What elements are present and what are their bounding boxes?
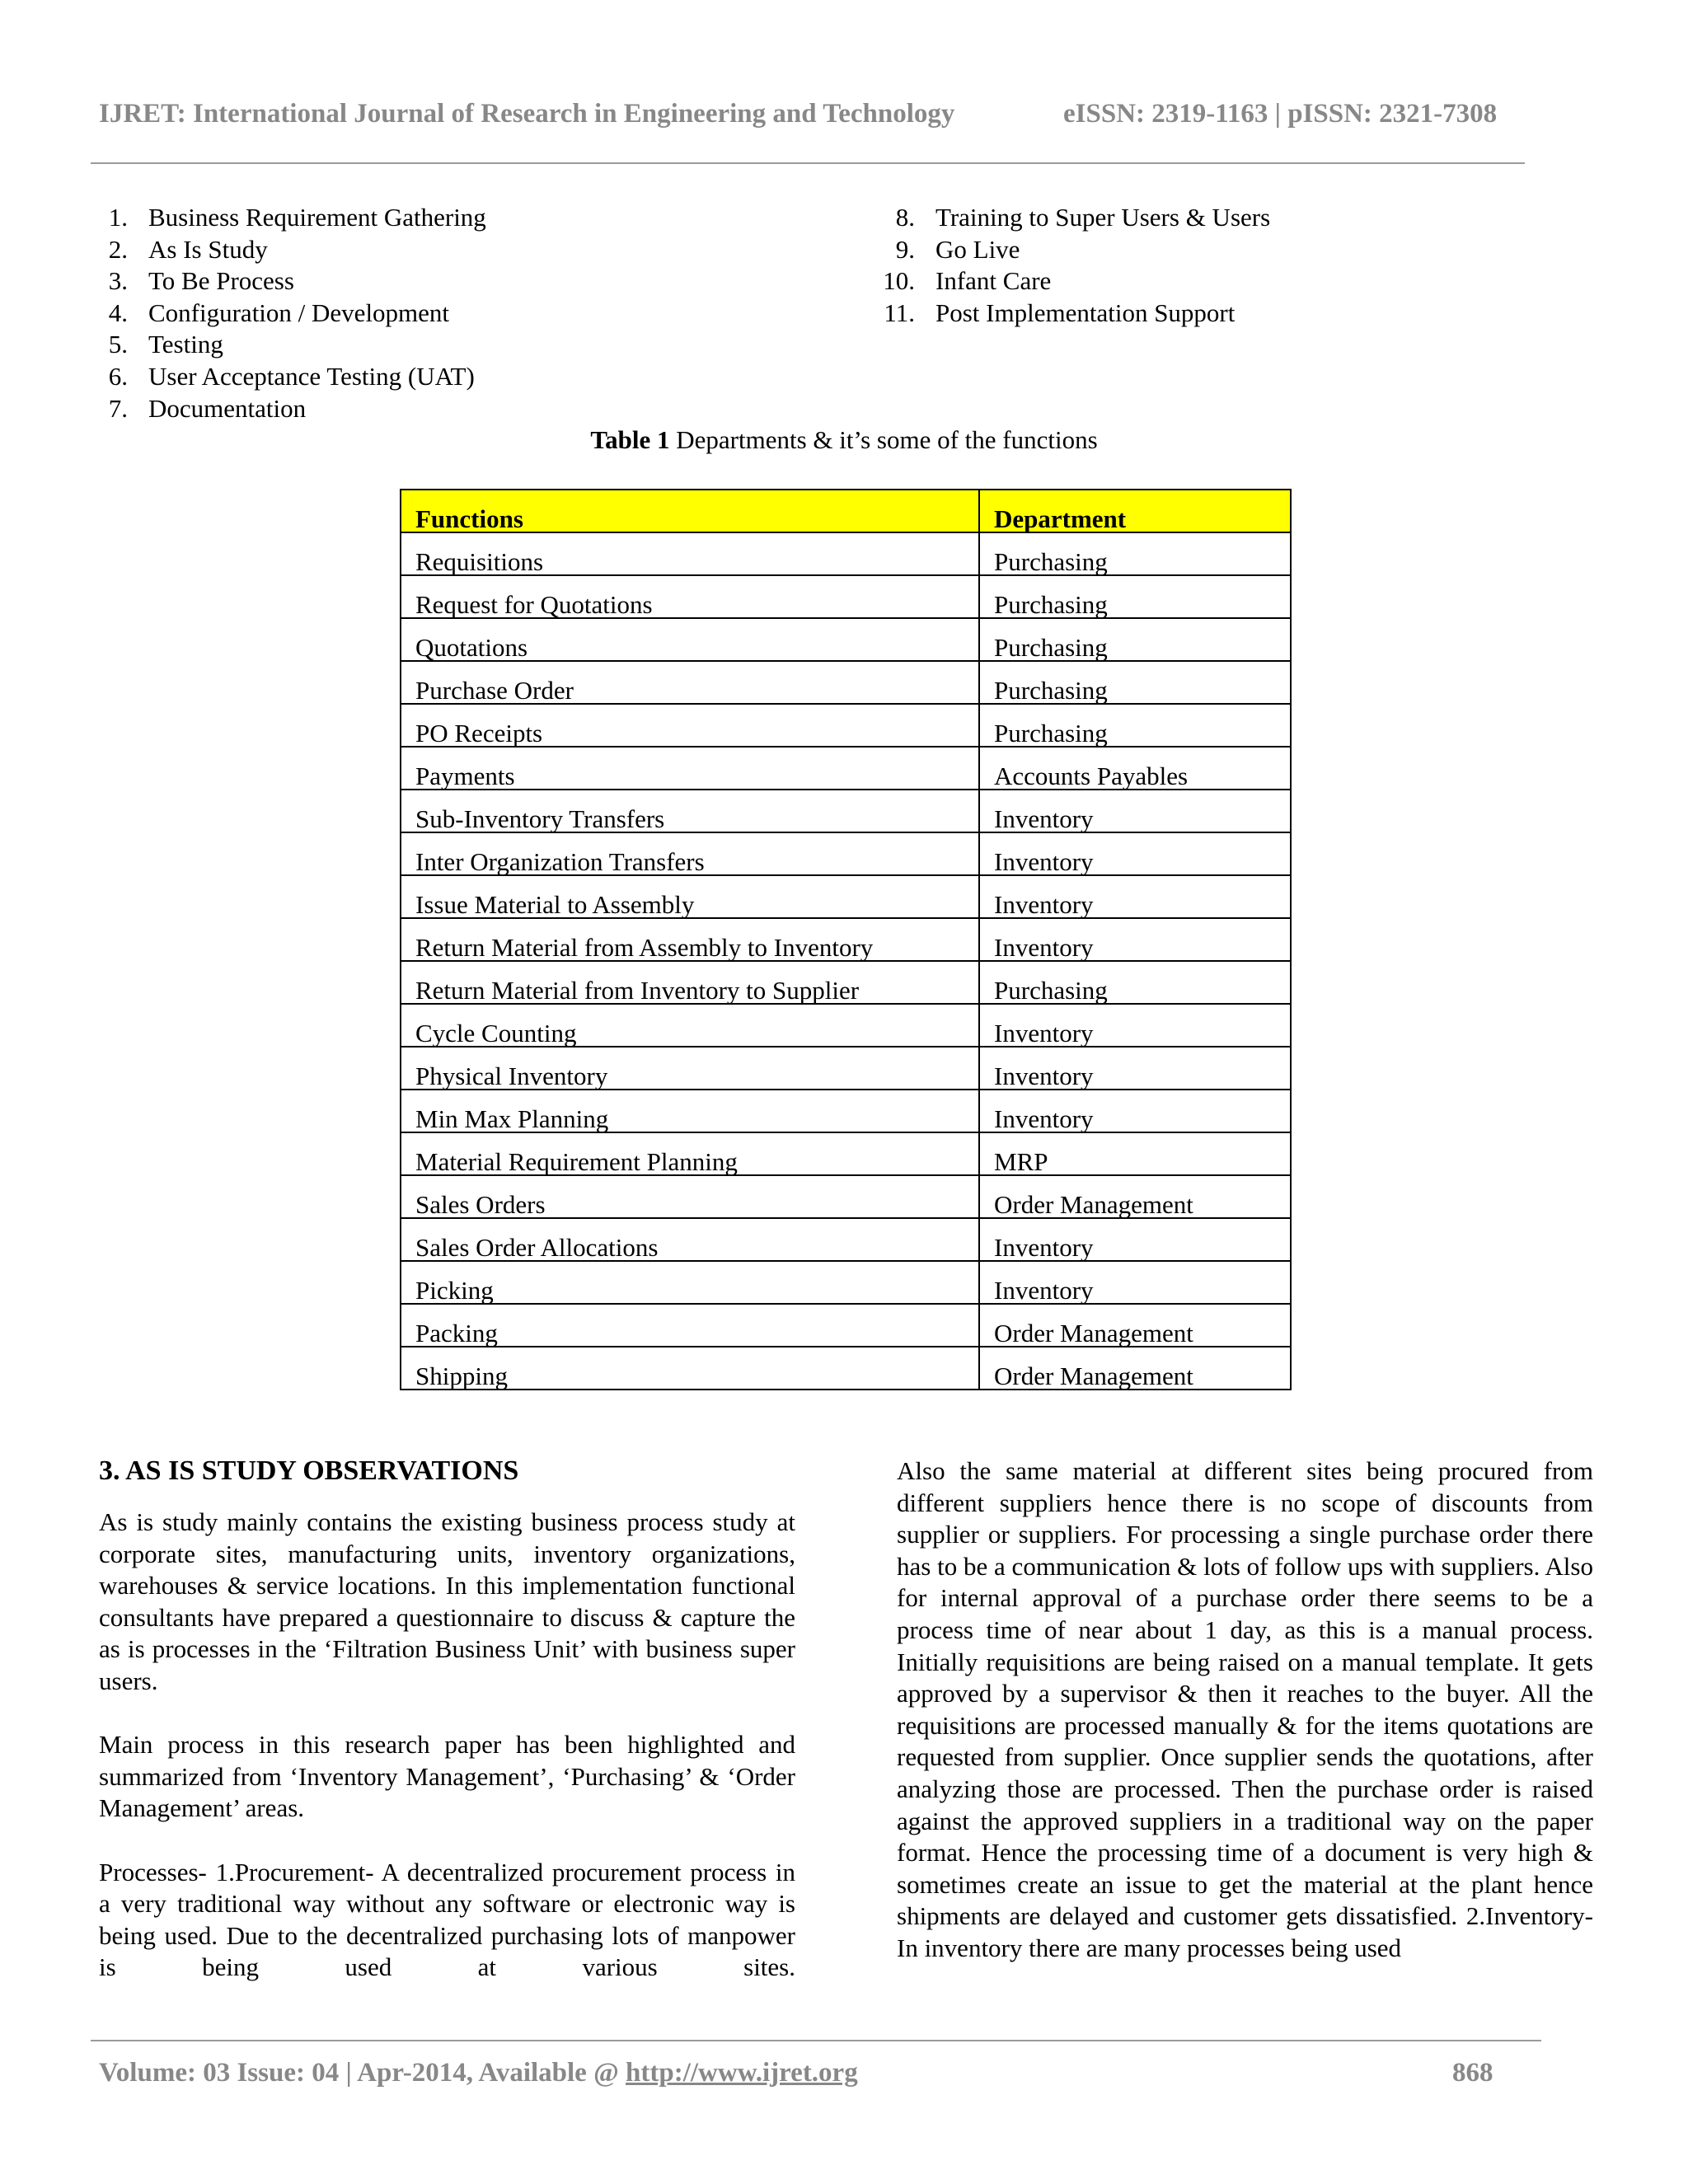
function-cell: Sub-Inventory Transfers [401,790,979,832]
step-number: 3. [108,266,128,296]
step-item [78,393,486,425]
right-paragraph: Also the same material at different sites being procured from different suppliers hence there is no scope of discounts from supplier or suppliers. For processing a single purchase order there has to be a communication & lots of follow ups with suppliers. Also for internal approval of a purchase order there seems to be a process time of near about 1 day, as this is a manual process. Initially requisitions are being raised on a manual template. It gets approved by a supervisor & then it reaches to the buyer. All the requisitions are processed manually & for the items quotations are requested from supplier. Once supplier sends the quotations, after analyzing those are processed. Then the purchase order is raised against the approved suppliers in a traditional way on the paper format. Hence the processing time of a document is very high & sometimes create an issue to get the material at the plant hence shipments are delayed and customer gets dissatisfied. 2.Inventory- In inventory there are many processes being used [897,1456,1593,1962]
table-row [401,1090,1291,1132]
footer-divider [91,2040,1541,2041]
function-cell: Min Max Planning [401,1090,979,1132]
step-item [865,234,1270,266]
step-item [78,361,486,393]
department-cell: MRP [979,1132,1291,1175]
department-cell: Order Management [979,1175,1291,1218]
step-text: User Acceptance Testing (UAT) [148,361,475,391]
function-cell: Inter Organization Transfers [401,832,979,875]
function-cell: Cycle Counting [401,1004,979,1047]
department-cell: Purchasing [979,618,1291,661]
step-number: 6. [108,361,128,391]
department-cell: Accounts Payables [979,747,1291,790]
step-text: Configuration / Development [148,298,450,327]
left-paragraph: As is study mainly contains the existing business process study at corporate sites, manufacturing units, inventory organizations, warehouses & service locations. In this implementation functional consultants have prepared a questionnaire to discuss & capture the as is processes in the ‘Filtration Business Unit’ with business super users. [99,1507,795,1695]
department-cell: Inventory [979,875,1291,918]
function-cell: Sales Orders [401,1175,979,1218]
step-text: To Be Process [148,266,294,296]
step-number: 1. [108,203,128,232]
steps-list-left [78,202,486,424]
table-row [401,704,1291,747]
department-cell: Inventory [979,1218,1291,1261]
function-cell: Physical Inventory [401,1047,979,1090]
table-row [401,618,1291,661]
table-row [401,1304,1291,1347]
table-row [401,1218,1291,1261]
department-cell: Inventory [979,1261,1291,1304]
step-item [78,202,486,234]
table-row [401,961,1291,1004]
step-item [865,202,1270,234]
step-text: Documentation [148,393,307,423]
department-cell: Order Management [979,1347,1291,1390]
table-row [401,661,1291,704]
table-row [401,1047,1291,1090]
steps-list-right [865,202,1270,329]
left-paragraph: Processes- 1.Procurement- A decentralized procurement process in a very traditional way without any software or electronic way is being used. Due to the decentralized purchasing lots of manpower is being used at various sites. [99,1857,795,1982]
function-cell: Packing [401,1304,979,1347]
step-text: Go Live [935,234,1020,264]
footer-volume-text: Volume: 03 Issue: 04 | Apr-2014, Available @ [99,2058,626,2088]
step-item [865,298,1270,330]
step-text: Training to Super Users & Users [935,203,1271,232]
function-cell: Shipping [401,1347,979,1390]
table-row [401,747,1291,790]
table-row [401,875,1291,918]
footer-link[interactable]: http://www.ijret.org [626,2058,858,2088]
header-functions: Functions [401,490,979,532]
step-item [78,265,486,298]
table-row [401,1347,1291,1390]
step-text: Post Implementation Support [935,298,1236,327]
table-header-row [401,490,1291,532]
function-cell: Issue Material to Assembly [401,875,979,918]
step-item [865,265,1270,298]
department-cell: Purchasing [979,575,1291,618]
step-number: 9. [895,234,915,264]
function-cell: Material Requirement Planning [401,1132,979,1175]
department-cell: Purchasing [979,961,1291,1004]
step-item [78,234,486,266]
footer-volume [99,2058,858,2088]
function-cell: PO Receipts [401,704,979,747]
table-row [401,832,1291,875]
page-number: 868 [1452,2058,1493,2088]
department-cell: Inventory [979,1047,1291,1090]
header-department: Department [979,490,1291,532]
table-row [401,575,1291,618]
department-cell: Inventory [979,790,1291,832]
step-number: 8. [895,203,915,232]
function-cell: Purchase Order [401,661,979,704]
department-cell: Order Management [979,1304,1291,1347]
step-number: 5. [108,330,128,359]
table-row [401,532,1291,575]
step-number: 11. [884,298,915,327]
step-item [78,329,486,361]
functions-table [400,489,1292,1390]
issn-info: eISSN: 2319-1163 | pISSN: 2321-7308 [1063,99,1498,129]
step-number: 4. [108,298,128,327]
step-number: 7. [108,393,128,423]
department-cell: Purchasing [979,532,1291,575]
table-row [401,1175,1291,1218]
journal-title: IJRET: International Journal of Research in Engineering and Technology [99,99,955,129]
step-text: Infant Care [935,266,1052,296]
table-row [401,1261,1291,1304]
right-column-text [897,1455,1593,1965]
department-cell: Inventory [979,1090,1291,1132]
table-row [401,918,1291,961]
function-cell: Payments [401,747,979,790]
department-cell: Inventory [979,1004,1291,1047]
step-text: Testing [148,330,223,359]
table-caption-label: Table 1 [590,425,670,454]
section-heading: 3. AS IS STUDY OBSERVATIONS [99,1455,519,1486]
left-column-text [99,1507,795,1984]
step-number: 2. [108,234,128,264]
left-paragraph: Main process in this research paper has been highlighted and summarized from ‘Inventory Management’, ‘Purchasing’ & ‘Order Management’ areas. [99,1730,795,1823]
function-cell: Requisitions [401,532,979,575]
step-item [78,298,486,330]
function-cell: Picking [401,1261,979,1304]
table-row [401,1132,1291,1175]
department-cell: Inventory [979,832,1291,875]
department-cell: Purchasing [979,661,1291,704]
function-cell: Quotations [401,618,979,661]
function-cell: Return Material from Assembly to Inventory [401,918,979,961]
header-divider [91,162,1525,164]
step-number: 10. [883,266,915,296]
table-row [401,790,1291,832]
department-cell: Purchasing [979,704,1291,747]
step-text: As Is Study [148,234,268,264]
function-cell: Request for Quotations [401,575,979,618]
step-text: Business Requirement Gathering [148,203,486,232]
function-cell: Return Material from Inventory to Supplier [401,961,979,1004]
table-caption-text: Departments & it’s some of the functions [669,425,1098,454]
table-row [401,1004,1291,1047]
table-caption [0,425,1688,455]
function-cell: Sales Order Allocations [401,1218,979,1261]
department-cell: Inventory [979,918,1291,961]
